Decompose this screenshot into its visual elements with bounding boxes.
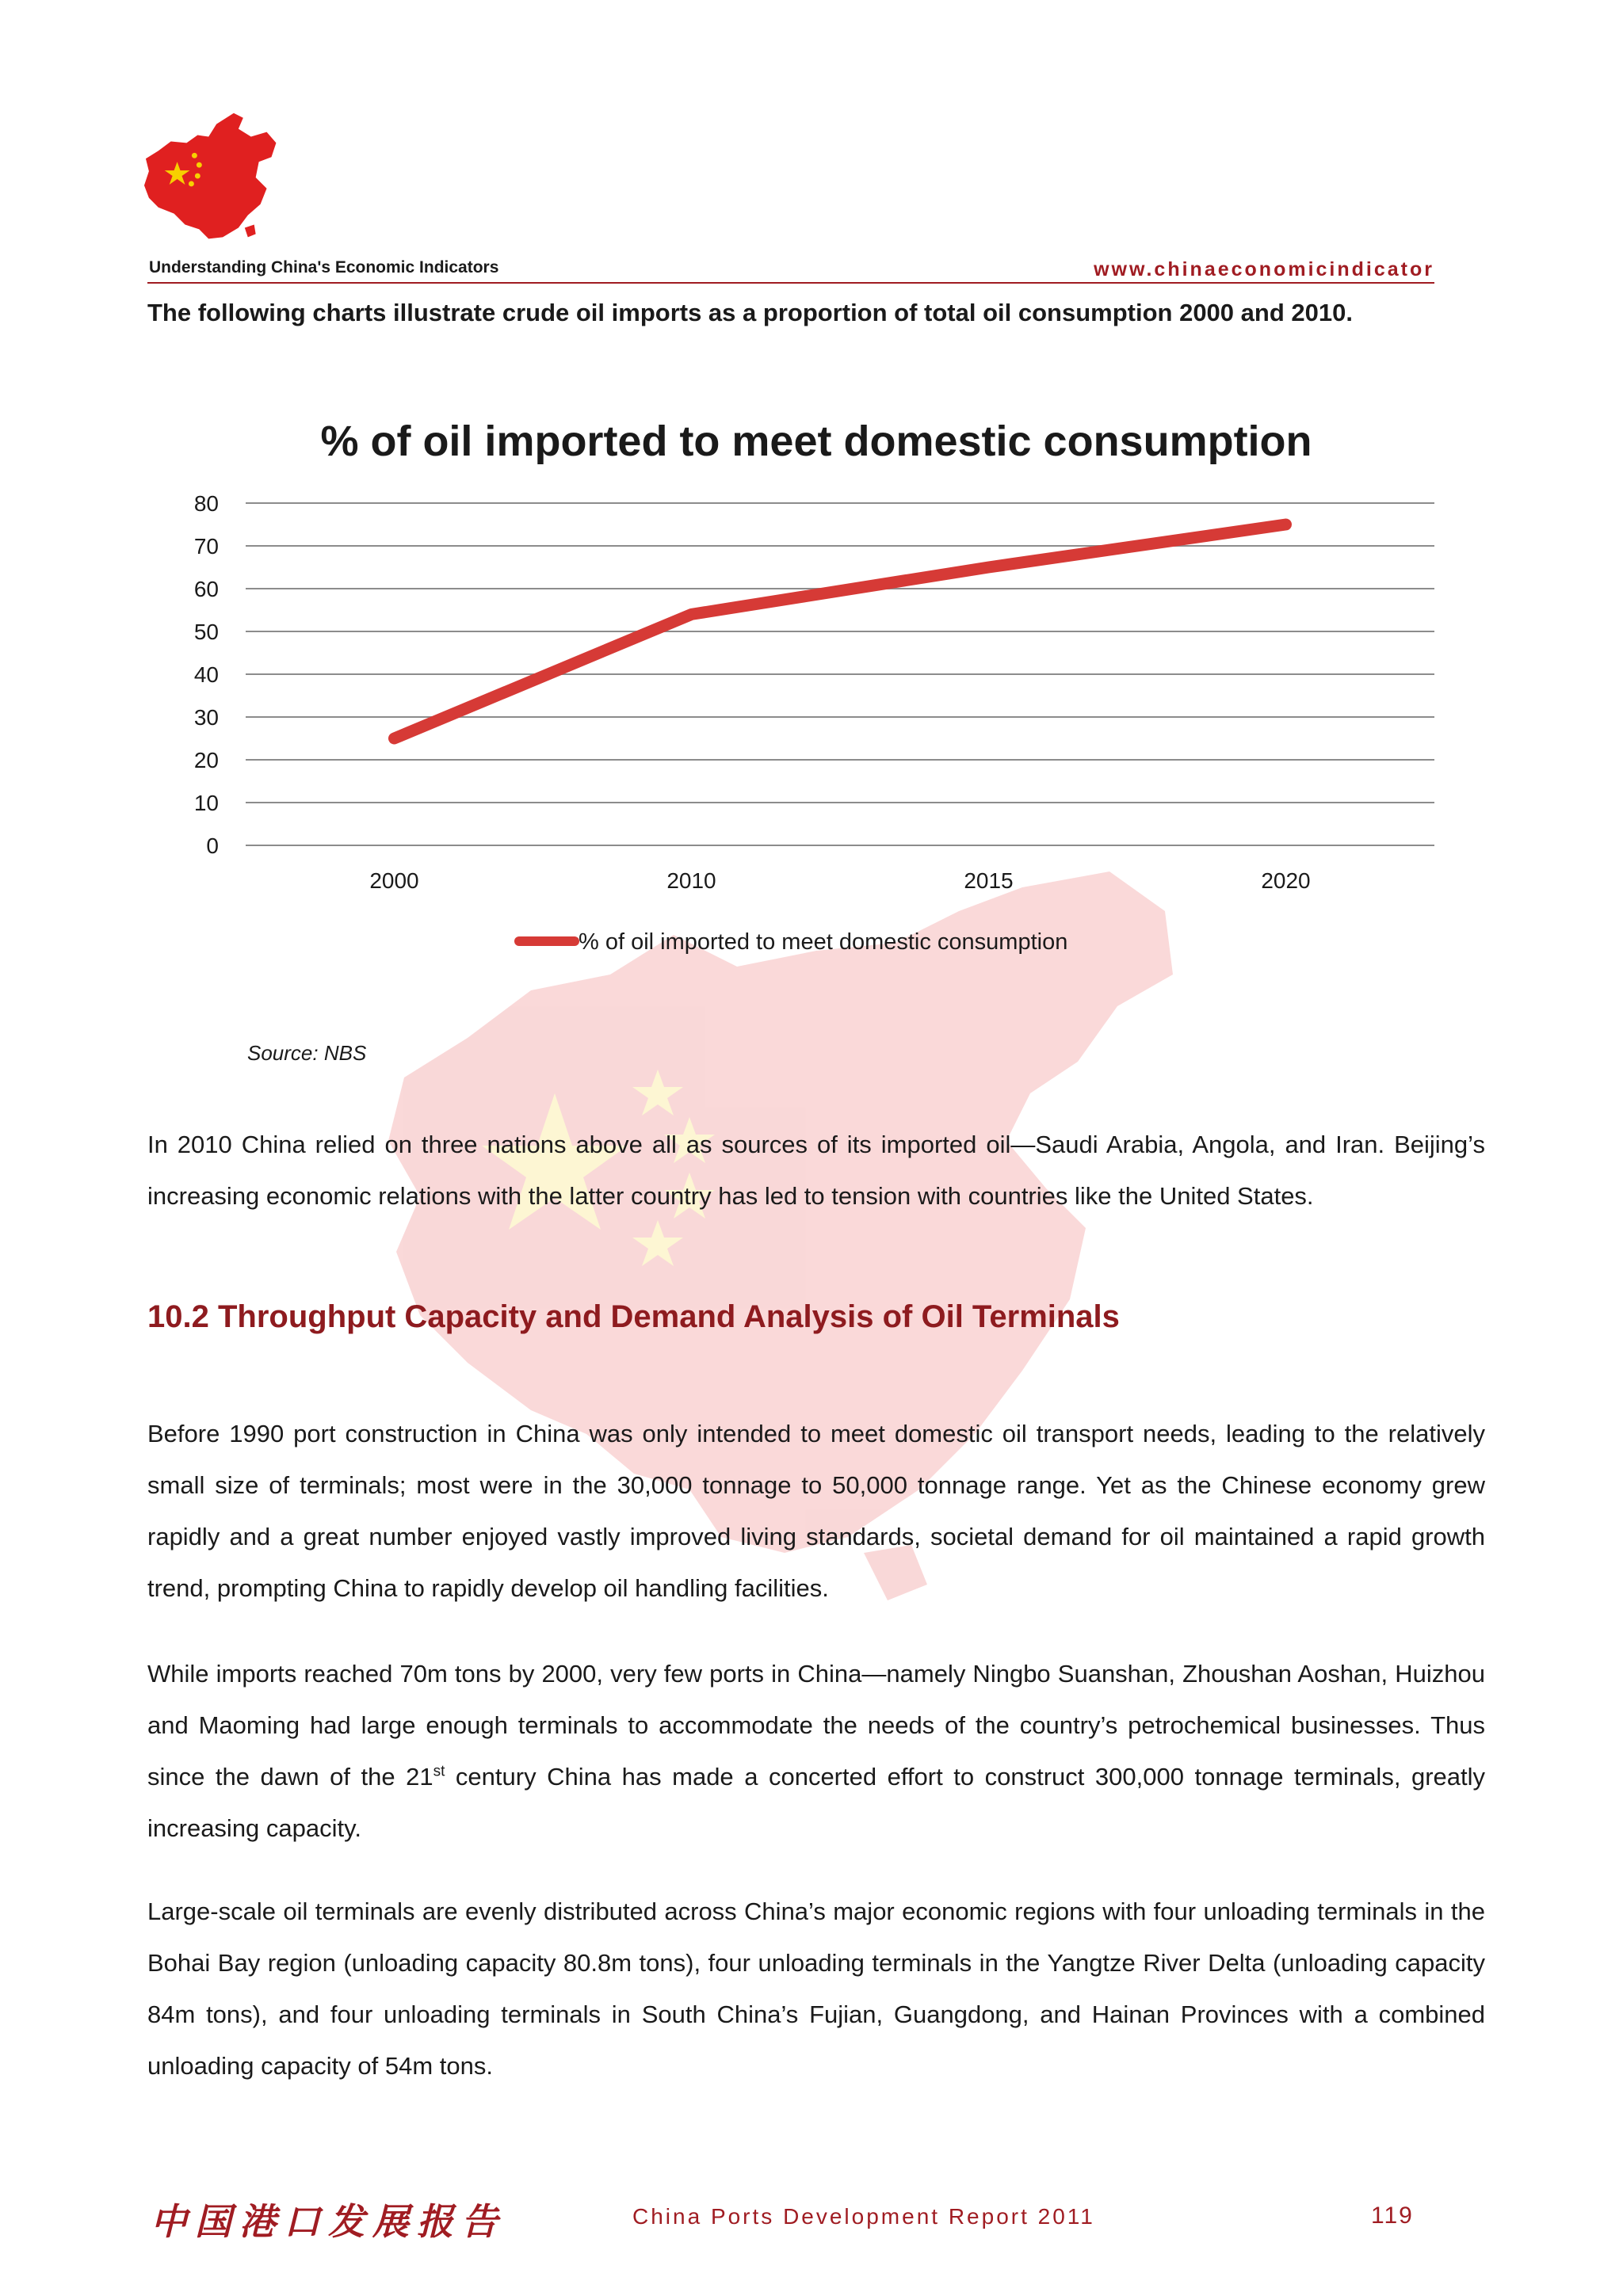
legend-label: % of oil imported to meet domestic consumption	[579, 929, 1068, 955]
chart-legend	[519, 929, 1067, 955]
page-number: 119	[1371, 2203, 1414, 2229]
y-tick-label: 60	[193, 577, 219, 601]
y-tick-label: 20	[193, 748, 219, 772]
x-tick-label: 2015	[964, 868, 1014, 893]
source-note: Source: NBS	[247, 1041, 367, 1065]
paragraph-oil-sources: In 2010 China relied on three nations above all as sources of its imported oil—Saudi Arabia, Angola, and Iran. Beijing’s increasing economic relations with the latter country has led to tension with countries like the United States.	[147, 1131, 1485, 1210]
paragraph-port-construction: Before 1990 port construction in China was only intended to meet domestic oil transport needs, leading to the relatively small size of terminals; most were in the 30,000 tonnage to 50,000 tonnage range. Yet as the Chinese economy grew rapidly and a great number enjoyed vastly improved living standards, societal demand for oil maintained a rapid growth trend, prompting China to rapidly develop oil handling facilities.	[147, 1420, 1485, 1602]
x-tick-label: 2010	[666, 868, 716, 893]
header-rule	[147, 282, 1434, 284]
y-tick-label: 80	[193, 491, 219, 516]
header-tagline: Understanding China's Economic Indicators	[149, 258, 499, 277]
paragraph-text: century China has made a concerted effort to construct 300,000 tonnage terminals, greatly increasing capacity.	[147, 1763, 1485, 1842]
chart-y-axis	[194, 491, 219, 858]
chart-x-axis	[369, 868, 1310, 893]
x-tick-label: 2000	[369, 868, 419, 893]
footer-chinese-title: 中国港口发展报告	[151, 2200, 506, 2243]
oil-import-line-chart	[158, 396, 1458, 998]
y-tick-label: 30	[193, 705, 219, 730]
y-tick-label: 0	[206, 833, 219, 858]
footer-report-title: China Ports Development Report 2011	[632, 2204, 1095, 2229]
china-map-flag-icon	[141, 109, 314, 252]
paragraph-imports-terminals	[147, 1648, 1485, 1854]
intro-text: The following charts illustrate crude oil imports as a proportion of total oil consumption 2000 and 2010.	[147, 299, 1353, 326]
ordinal-suffix: st	[433, 1763, 445, 1780]
y-tick-label: 40	[193, 662, 219, 687]
y-tick-label: 10	[193, 791, 219, 815]
paragraph-terminal-distribution: Large-scale oil terminals are evenly distributed across China’s major economic regions with four unloading terminals in the Bohai Bay region (unloading capacity 80.8m tons), four unloading terminals in the Yangtze River Delta (unloading capacity 84m tons), and four unloading terminals in South China’s Fujian, Guangdong, and Hainan Provinces with a combined unloading capacity of 54m tons.	[147, 1897, 1485, 2080]
y-tick-label: 70	[193, 534, 219, 559]
x-tick-label: 2020	[1261, 868, 1311, 893]
paragraph-text: While imports reached 70m tons by 2000, very few ports in China—namely Ningbo Suanshan, Zhoushan Aoshan, Huizhou and Maoming had large enough terminals to accommodate the needs of the country’s petrochemical businesses. Thus since the dawn of the 21	[147, 1660, 1485, 1791]
header-url[interactable]: www.chinaeconomicindicator	[1094, 258, 1434, 280]
chart-title: % of oil imported to meet domestic consumption	[320, 418, 1312, 465]
section-heading: 10.2 Throughput Capacity and Demand Analysis of Oil Terminals	[147, 1299, 1120, 1334]
chart-gridlines	[246, 503, 1434, 845]
y-tick-label: 50	[193, 620, 219, 644]
